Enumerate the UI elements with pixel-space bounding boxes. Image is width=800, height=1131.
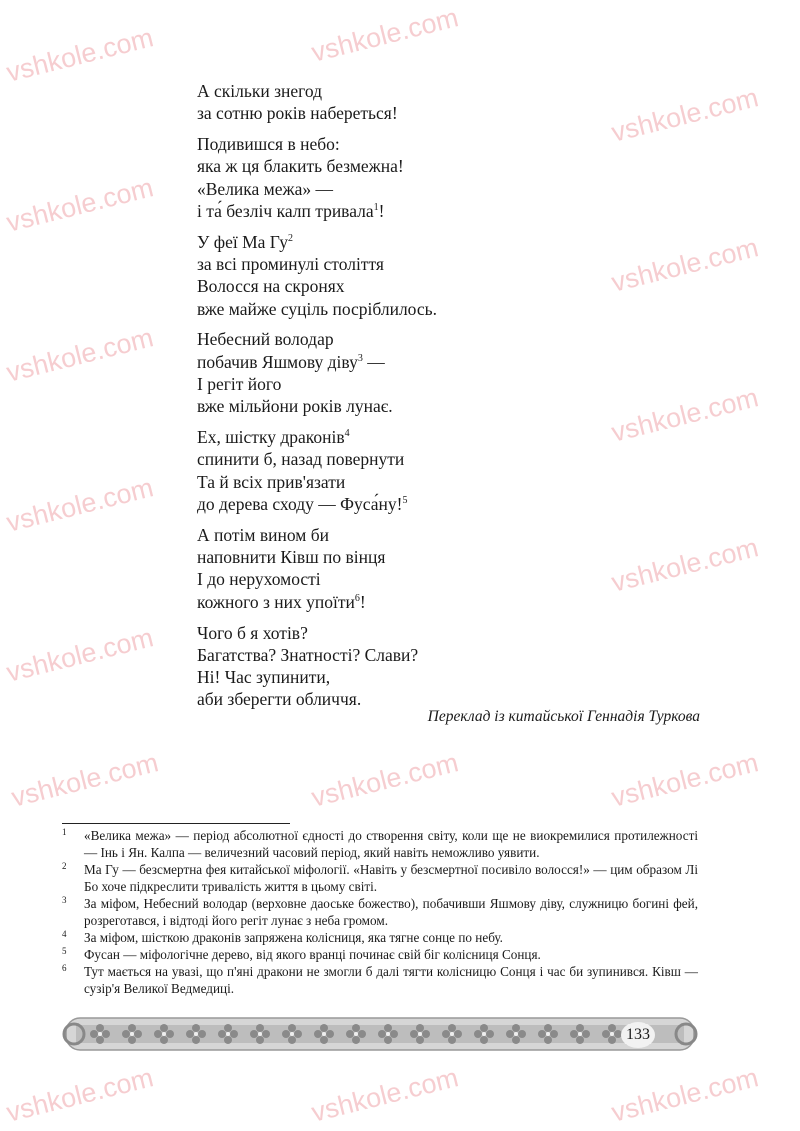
watermark-text: vshkole.com: [308, 747, 462, 813]
poem-line: [197, 133, 707, 155]
poem-line: [197, 80, 707, 102]
line-suffix: !: [378, 200, 385, 221]
poem: [197, 80, 707, 719]
line-text: побачив Яшмову діву: [197, 351, 358, 372]
poem-line: [197, 471, 707, 493]
watermark-text: vshkole.com: [3, 1062, 157, 1128]
footnote-number: 6: [62, 963, 67, 973]
stanza: [197, 133, 707, 222]
line-text: Подивишся в небо:: [197, 134, 340, 155]
poem-line: [197, 102, 707, 124]
poem-line: [197, 448, 707, 470]
line-text: вже мільйони років лунає.: [197, 396, 393, 417]
footnote-text: Ма Гу — безсмертна фея китайської міфології. «Навіть у безсмертної посивіло волосся!» — цим образом Лі Бо хоче підкреслити тривалість життя в цьому світі.: [84, 862, 698, 894]
line-text: Чого б я хотів?: [197, 622, 308, 643]
line-text: Волосся на скронях: [197, 276, 345, 297]
poem-line: [197, 328, 707, 350]
stanza: [197, 622, 707, 711]
footnote-divider: [62, 823, 290, 824]
poem-line: [197, 546, 707, 568]
poem-line: [197, 524, 707, 546]
line-text: У феї Ма Гу: [197, 231, 289, 252]
footnote-ref[interactable]: 6: [354, 592, 360, 604]
footnote-number: 2: [62, 861, 67, 871]
line-text: А потім вином би: [197, 524, 329, 545]
poem-line: [197, 591, 707, 613]
watermark-text: vshkole.com: [3, 22, 157, 88]
line-text: і та́ безліч калп тривала: [197, 200, 374, 221]
poem-line: [197, 200, 707, 222]
watermark-text: vshkole.com: [608, 532, 762, 598]
poem-line: [197, 644, 707, 666]
footnote-text: «Велика межа» — період абсолютної єдності до створення світу, коли ще не виокремилися протилежності — Інь і Ян. Калпа — величезний часовий період, який навіть неможливо уявити.: [84, 828, 698, 860]
poem-line: [197, 178, 707, 200]
footnote-number: 4: [62, 929, 67, 939]
watermark-text: vshkole.com: [3, 472, 157, 538]
stanza: [197, 426, 707, 515]
stanza: [197, 328, 707, 417]
poem-line: [197, 298, 707, 320]
footnote-number: 5: [62, 946, 67, 956]
watermark-text: vshkole.com: [308, 2, 462, 68]
line-text: за всі проминулі століття: [197, 254, 384, 275]
watermark-text: vshkole.com: [3, 622, 157, 688]
watermark-text: vshkole.com: [608, 1062, 762, 1128]
line-text: наповнити Ківш по вінця: [197, 547, 386, 568]
watermark-text: vshkole.com: [3, 322, 157, 388]
footnote-ref[interactable]: 3: [357, 352, 363, 364]
footnote-text: Тут мається на увазі, що п'яні дракони не змогли б далі тягти колісницю Сонця і час би зупинився. Ківш — сузір'я Великої Ведмедиці.: [84, 964, 698, 996]
footnote: [62, 861, 698, 895]
footnote: [62, 963, 698, 997]
watermark-text: vshkole.com: [8, 747, 162, 813]
line-text: І регіт його: [197, 374, 282, 395]
line-text: Багатства? Знатності? Слави?: [197, 644, 419, 665]
line-text: «Велика межа» —: [197, 178, 333, 199]
watermark-text: vshkole.com: [608, 232, 762, 298]
watermark-text: vshkole.com: [608, 382, 762, 448]
footnote: [62, 895, 698, 929]
footnote-text: За міфом, Небесний володар (верховне даоське божество), побачивши Яшмову діву, служницю богині фей, розреготався, і відтоді його регіт лунає з неба громом.: [84, 896, 698, 928]
poem-line: [197, 395, 707, 417]
line-text: аби зберегти обличчя.: [197, 689, 362, 710]
poem-line: [197, 568, 707, 590]
poem-line: [197, 622, 707, 644]
line-suffix: —: [362, 351, 385, 372]
footnote: [62, 827, 698, 861]
poem-line: [197, 373, 707, 395]
footnote-number: 3: [62, 895, 67, 905]
decorative-footer-ornament: [60, 1014, 700, 1054]
poem-line: [197, 275, 707, 297]
line-text: Небесний володар: [197, 329, 334, 350]
watermark-text: vshkole.com: [608, 747, 762, 813]
footnote-ref[interactable]: 5: [402, 495, 408, 507]
footnote-ref[interactable]: 4: [344, 428, 350, 440]
footnote-text: За міфом, шісткою драконів запряжена колісниця, яка тягне сонце по небу.: [84, 930, 503, 945]
line-text: вже майже суціль посріблилось.: [197, 298, 437, 319]
stanza: [197, 80, 707, 125]
page-number: 133: [621, 1022, 655, 1048]
translation-attribution: Переклад із китайської Геннадія Туркова: [427, 708, 700, 725]
poem-line: [197, 231, 707, 253]
poem-line: [197, 666, 707, 688]
footnote-ref[interactable]: 1: [373, 201, 379, 213]
poem-line: [197, 493, 707, 515]
footnote-text: Фусан — міфологічне дерево, від якого вранці починає свій біг колісниця Сонця.: [84, 947, 541, 962]
line-text: І до нерухомості: [197, 569, 321, 590]
poem-line: [197, 426, 707, 448]
footnote-number: 1: [62, 827, 67, 837]
line-text: яка ж ця блакить безмежна!: [197, 156, 404, 177]
watermark-text: vshkole.com: [308, 1062, 462, 1128]
line-text: за сотню років набереться!: [197, 103, 398, 124]
line-text: кожного з них упоїти: [197, 591, 355, 612]
line-text: спинити б, назад повернути: [197, 449, 405, 470]
line-text: Ех, шістку драконів: [197, 427, 345, 448]
line-text: Ні! Час зупинити,: [197, 667, 331, 688]
line-suffix: !: [359, 591, 366, 612]
poem-line: [197, 351, 707, 373]
stanza: [197, 231, 707, 320]
footnote: [62, 946, 698, 963]
footnote-ref[interactable]: 2: [288, 232, 294, 244]
stanza: [197, 524, 707, 613]
watermark-text: vshkole.com: [3, 172, 157, 238]
watermark-text: vshkole.com: [608, 82, 762, 148]
poem-line: [197, 253, 707, 275]
line-text: Та й всіх прив'язати: [197, 471, 346, 492]
line-text: до дерева сходу — Фуса́ну!: [197, 494, 403, 515]
footnote: [62, 929, 698, 946]
line-text: А скільки знегод: [197, 81, 323, 101]
footnotes: [62, 827, 698, 997]
poem-line: [197, 155, 707, 177]
